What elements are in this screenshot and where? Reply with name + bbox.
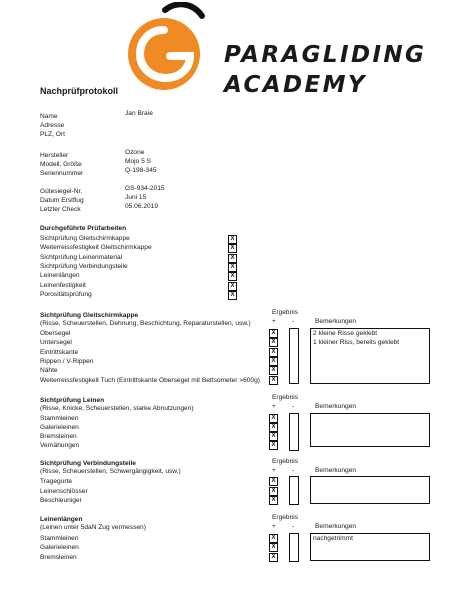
checks-done-label: Weiterreissfestigkeit Gleitschirmkappe [40,244,152,251]
checks-done-checkbox[interactable]: X [228,272,237,281]
owner-value-name: Jan Braie [125,110,153,117]
section-item-label: Eintrittskante [40,349,79,356]
result-plus-checkbox[interactable]: X [269,553,278,562]
result-plus-checkbox[interactable]: X [269,357,278,366]
meta-value-seal: GS-934-2015 [125,185,165,192]
checks-done-label: Sichtprüfung Leinenmaterial [40,254,123,261]
section-subtitle: (Risse, Scheuerstellen, Dehnung, Beschichtung, Reparaturstellen, usw.) [40,320,251,327]
result-minus-checkbox[interactable] [289,533,299,562]
result-plus-checkbox[interactable]: X [269,423,278,432]
result-plus-checkbox[interactable]: X [269,338,278,347]
result-plus-checkbox[interactable]: X [269,477,278,486]
owner-label-city: PLZ, Ort [40,131,65,138]
checks-done-label: Sichtprüfung Gleitschirmkappe [40,235,130,242]
remarks-field[interactable] [310,476,430,504]
section-item-label: Leinenschlösser [40,488,88,495]
section-subtitle: (Risse, Scheuerstellen, Schwergängigkeit, usw.) [40,468,181,475]
result-minus-checkbox[interactable] [289,476,299,505]
section-item-label: Bremsleinen [40,554,77,561]
checks-done-label: Leinenlängen [40,272,80,279]
section-item-label: Bremsleinen [40,433,77,440]
wing-value-serial: Q-198-345 [125,167,157,174]
result-minus-checkbox[interactable] [289,413,299,451]
remarks-field[interactable] [310,328,430,384]
result-plus-checkbox[interactable]: X [269,376,278,385]
owner-label-address: Adresse [40,122,65,129]
wing-label-model: Modell, Größe [40,161,82,168]
ergebnis-label: Ergebnis [272,514,299,521]
result-plus-checkbox[interactable]: X [269,432,278,441]
result-plus-checkbox[interactable]: X [269,414,278,423]
result-minus-checkbox[interactable] [289,328,299,384]
result-plus-checkbox[interactable]: X [269,366,278,375]
checks-done-label: Porositätsprüfung [40,291,92,298]
section-item-label: Rippen / V-Rippen [40,358,94,365]
section-title: Sichtprüfung Verbindungsteile [40,460,136,467]
academy-logo-icon [110,2,226,94]
ergebnis-label: Ergebnis [272,458,299,465]
wing-value-model: Mojo 5 S [125,158,152,165]
section-item-label: Galerieleinen [40,424,79,431]
bemerkungen-label: Bemerkungen [315,403,357,410]
checks-done-title: Durchgeführte Prüfarbeiten [40,225,127,232]
section-item-label: Beschleuniger [40,497,82,504]
section-subtitle: (Risse, Knicke, Scheuerstellen, starke Abnutzungen) [40,405,194,412]
result-plus-checkbox[interactable]: X [269,487,278,496]
wing-label-manufacturer: Hersteller [40,152,69,159]
section-item-label: Stammleinen [40,535,79,542]
ergebnis-label: Ergebnis [272,309,299,316]
section-subtitle: (Leinen unter 5daN Zug vermessen) [40,524,146,531]
meta-label-last-check: Letzter Check [40,206,81,213]
plus-label: + [272,318,276,325]
result-plus-checkbox[interactable]: X [269,348,278,357]
remark-line: nachgetrimmt [313,535,353,542]
minus-label: - [292,467,295,474]
wing-label-serial: Seriennummer [40,170,84,177]
result-plus-checkbox[interactable]: X [269,496,278,505]
section-item-label: Galerieleinen [40,544,79,551]
remark-line: 2 kleine Risse geklebt [313,330,378,337]
section-title: Leinenlängen [40,516,83,523]
meta-label-first-flight: Datum Erstflug [40,197,84,204]
checks-done-checkbox[interactable]: X [228,235,237,244]
checks-done-label: Sichtprüfung Verbindungsteile [40,263,128,270]
checks-done-checkbox[interactable]: X [228,244,237,253]
checks-done-checkbox[interactable]: X [228,254,237,263]
ergebnis-label: Ergebnis [272,394,299,401]
page-title: Nachprüfprotokoll [40,86,118,96]
result-plus-checkbox[interactable]: X [269,441,278,450]
remarks-field[interactable] [310,533,430,561]
owner-label-name: Name [40,113,58,120]
bemerkungen-label: Bemerkungen [315,467,357,474]
remark-line: 1 kleiner Riss, bereits geklebt [313,339,400,346]
section-item-label: Tragegurte [40,478,73,485]
bemerkungen-label: Bemerkungen [315,318,357,325]
plus-label: + [272,403,276,410]
section-item-label: Weiterreissfestigkeit Tuch (Eintrittskante Obersegel mit Bettsometer >600g) [40,377,260,384]
minus-label: - [292,318,295,325]
result-plus-checkbox[interactable]: X [269,534,278,543]
brand-name-line1: PARAGLIDING [224,42,427,68]
meta-value-first-flight: Juni 15 [125,194,147,201]
checks-done-label: Leinenfestigkeit [40,282,86,289]
result-plus-checkbox[interactable]: X [269,329,278,338]
section-item-label: Vernähungen [40,442,80,449]
result-plus-checkbox[interactable]: X [269,543,278,552]
section-title: Sichtprüfung Gleitschirmkappe [40,312,139,319]
brand-name-line2: ACADEMY [224,72,367,98]
wing-value-manufacturer: Ozone [125,149,145,156]
section-item-label: Nähte [40,367,58,374]
meta-value-last-check: 05.06.2019 [125,203,159,210]
checks-done-checkbox[interactable]: X [228,291,237,300]
plus-label: + [272,523,276,530]
minus-label: - [292,403,295,410]
section-item-label: Obersegel [40,330,71,337]
bemerkungen-label: Bemerkungen [315,523,357,530]
section-item-label: Stammleinen [40,415,79,422]
meta-label-seal: Gütesiegel-Nr. [40,188,83,195]
checks-done-checkbox[interactable]: X [228,263,237,272]
checks-done-checkbox[interactable]: X [228,282,237,291]
plus-label: + [272,467,276,474]
section-title: Sichtprüfung Leinen [40,397,105,404]
section-item-label: Untersegel [40,339,72,346]
minus-label: - [292,523,295,530]
remarks-field[interactable] [310,413,430,447]
